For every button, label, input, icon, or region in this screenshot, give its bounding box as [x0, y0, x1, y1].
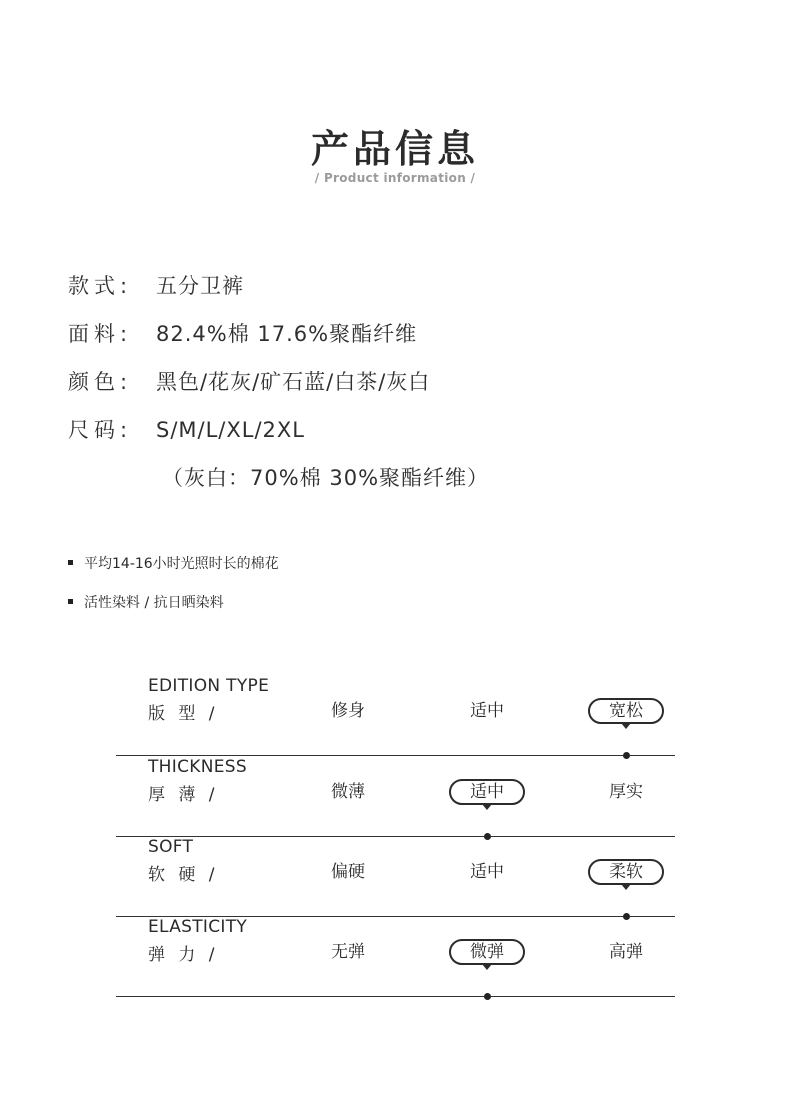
page-subtitle: / Product information / [314, 171, 476, 185]
attribute-row-thickness [116, 757, 675, 837]
attribute-option: 厚实 [609, 782, 643, 802]
spec-value: 五分卫裤 [156, 274, 244, 298]
attribute-row-edition-type [116, 676, 675, 756]
attribute-row-soft [116, 837, 675, 917]
attribute-option: 适中 [470, 701, 504, 721]
attribute-option: 微薄 [331, 782, 365, 802]
selected-option-badge: 微弹 [449, 939, 525, 965]
spec-label: 尺码: [68, 418, 133, 442]
attribute-option: 高弹 [609, 942, 643, 962]
spec-value: 黑色/花灰/矿石蓝/白茶/灰白 [156, 370, 431, 394]
bullet-icon [68, 560, 73, 565]
attribute-name-cn: 厚 薄 / [148, 785, 219, 805]
spec-row-fabric [68, 318, 417, 348]
attribute-option: 适中 [470, 862, 504, 882]
attribute-name-cn: 弹 力 / [148, 945, 219, 965]
scale-line [116, 755, 675, 756]
bullet-text: 平均14-16小时光照时长的棉花 [84, 556, 279, 572]
attribute-row-elasticity [116, 917, 675, 997]
attribute-name-en: SOFT [148, 837, 194, 857]
feature-bullet [68, 592, 224, 612]
spec-row-color [68, 366, 430, 396]
attribute-name-cn: 软 硬 / [148, 865, 219, 885]
attribute-option: 无弹 [331, 942, 365, 962]
attribute-name-cn: 版 型 / [148, 704, 219, 724]
scale-line [116, 996, 675, 997]
spec-row-style [68, 270, 244, 300]
feature-bullet [68, 553, 279, 573]
scale-marker [484, 993, 491, 1000]
selected-option-badge: 柔软 [588, 859, 664, 885]
attribute-name-en: THICKNESS [148, 757, 247, 777]
attribute-option: 偏硬 [331, 862, 365, 882]
spec-note: （灰白：70%棉 30%聚酯纤维） [162, 466, 490, 490]
attribute-option: 修身 [331, 701, 365, 721]
spec-label: 面料: [68, 322, 133, 346]
spec-label: 款式: [68, 274, 133, 298]
spec-row-size [68, 414, 305, 444]
spec-value: 82.4%棉 17.6%聚酯纤维 [156, 322, 418, 346]
attribute-name-en: EDITION TYPE [148, 676, 270, 696]
spec-value: S/M/L/XL/2XL [156, 418, 305, 442]
page-title: 产品信息 [310, 127, 479, 171]
selected-option-badge: 适中 [449, 779, 525, 805]
bullet-text: 活性染料 / 抗日晒染料 [84, 595, 224, 611]
spec-label: 颜色: [68, 370, 133, 394]
attribute-name-en: ELASTICITY [148, 917, 248, 937]
selected-option-badge: 宽松 [588, 698, 664, 724]
bullet-icon [68, 599, 73, 604]
